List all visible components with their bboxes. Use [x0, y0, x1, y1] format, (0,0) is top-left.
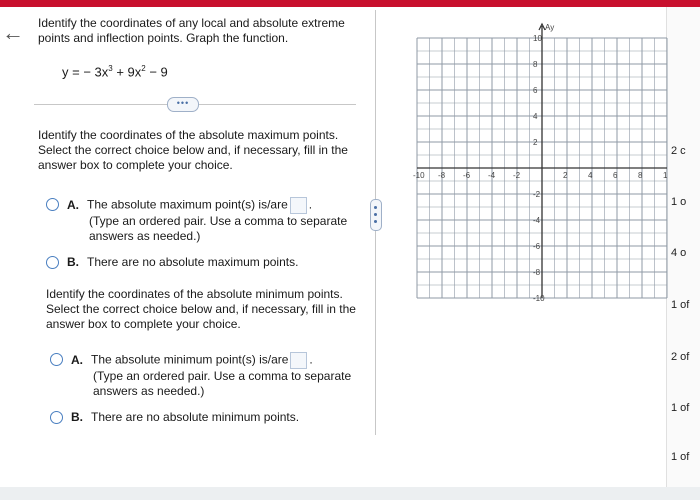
min-instruction-line2: Select the correct choice below and, if necessary, fill in the: [46, 302, 356, 316]
side-item-label: 1 of: [671, 451, 690, 463]
option-text: The absolute maximum point(s) is/are: [87, 197, 288, 212]
max-option-b[interactable]: [46, 255, 298, 270]
x-tick-label: -8: [438, 171, 446, 180]
side-item-label: 1 o: [671, 196, 687, 208]
min-instruction-line3: answer box to complete your choice.: [46, 317, 241, 331]
option-letter: B.: [71, 410, 83, 424]
expand-more-button[interactable]: •••: [167, 97, 199, 112]
radio-button[interactable]: [50, 353, 63, 366]
y-tick-label: 6: [533, 86, 538, 95]
option-letter: A.: [67, 197, 79, 212]
option-text: There are no absolute minimum points.: [91, 410, 300, 424]
y-tick-label: 2: [533, 138, 538, 147]
max-instruction-line2: Select the correct choice below and, if necessary, fill in the: [38, 143, 348, 157]
answer-input-box[interactable]: [290, 197, 307, 214]
x-tick-label: 2: [563, 171, 568, 180]
option-hint: answers as needed.): [89, 229, 201, 243]
side-item-label: 2 c: [671, 145, 686, 157]
option-body: [71, 410, 299, 425]
x-tick-label: 1: [663, 171, 668, 180]
x-tick-label: 6: [613, 171, 618, 180]
side-item-label: 2 of: [671, 351, 690, 363]
x-tick-label: -10: [413, 171, 425, 180]
bottom-bar: [0, 487, 700, 500]
question-prompt-line1: Identify the coordinates of any local and absolute extreme: [38, 16, 345, 30]
equation-part: + 9x: [112, 64, 142, 80]
arrow-left-icon[interactable]: ←: [2, 20, 24, 45]
x-tick-label: -4: [488, 171, 496, 180]
side-item-label: 4 o: [671, 247, 687, 259]
min-option-b[interactable]: [50, 410, 299, 425]
side-item-label: 1 of: [671, 299, 690, 311]
exponent: 2: [141, 64, 146, 73]
answer-input-box[interactable]: [290, 352, 307, 369]
radio-button[interactable]: [46, 256, 59, 269]
y-tick-label: -4: [533, 216, 541, 225]
x-tick-label: 4: [588, 171, 593, 180]
option-hint: (Type an ordered pair. Use a comma to separate: [93, 369, 352, 383]
coordinate-grid[interactable]: [405, 18, 670, 305]
radio-button[interactable]: [50, 411, 63, 424]
y-tick-label: -8: [533, 268, 541, 277]
question-prompt-line2: points and inflection points. Graph the function.: [38, 31, 289, 45]
x-tick-label: 8: [638, 171, 643, 180]
option-letter: A.: [71, 352, 83, 367]
x-tick-label: -6: [463, 171, 471, 180]
min-instruction-line1: Identify the coordinates of the absolute minimum points.: [46, 287, 343, 301]
option-body: A. The absolute minimum point(s) is/are . (Type an ordered pair. Use a comma to separate answers as needed.): [71, 352, 352, 398]
equation-part: − 9: [145, 64, 168, 80]
option-hint: answers as needed.): [93, 384, 205, 398]
exponent: 3: [108, 64, 113, 73]
y-tick-label: -10: [533, 294, 545, 303]
option-hint: (Type an ordered pair. Use a comma to separate: [89, 214, 348, 228]
y-tick-label: 4: [533, 112, 538, 121]
equation-part: y = − 3x: [62, 64, 109, 80]
max-instruction-line1: Identify the coordinates of the absolute maximum points.: [38, 128, 339, 142]
y-tick-label: -2: [533, 190, 541, 199]
y-tick-label: 10: [533, 34, 542, 43]
max-instruction-line3: answer box to complete your choice.: [38, 158, 233, 172]
function-equation: [62, 64, 168, 79]
option-text: The absolute minimum point(s) is/are: [91, 352, 289, 367]
top-accent-bar: [0, 0, 700, 7]
option-body: [67, 255, 298, 270]
panel-resize-handle[interactable]: [370, 199, 382, 231]
radio-button[interactable]: [46, 198, 59, 211]
min-option-a[interactable]: [50, 352, 351, 399]
option-text: There are no absolute maximum points.: [87, 255, 299, 269]
y-axis-label: Ay: [545, 23, 555, 32]
option-body: A. The absolute maximum point(s) is/are . (Type an ordered pair. Use a comma to separate answers as needed.): [67, 197, 348, 243]
option-letter: B.: [67, 255, 79, 269]
side-item-label: 1 of: [671, 402, 690, 414]
y-tick-label: -6: [533, 242, 541, 251]
max-option-a[interactable]: [46, 197, 347, 244]
y-tick-label: 8: [533, 60, 538, 69]
x-tick-label: -2: [513, 171, 521, 180]
